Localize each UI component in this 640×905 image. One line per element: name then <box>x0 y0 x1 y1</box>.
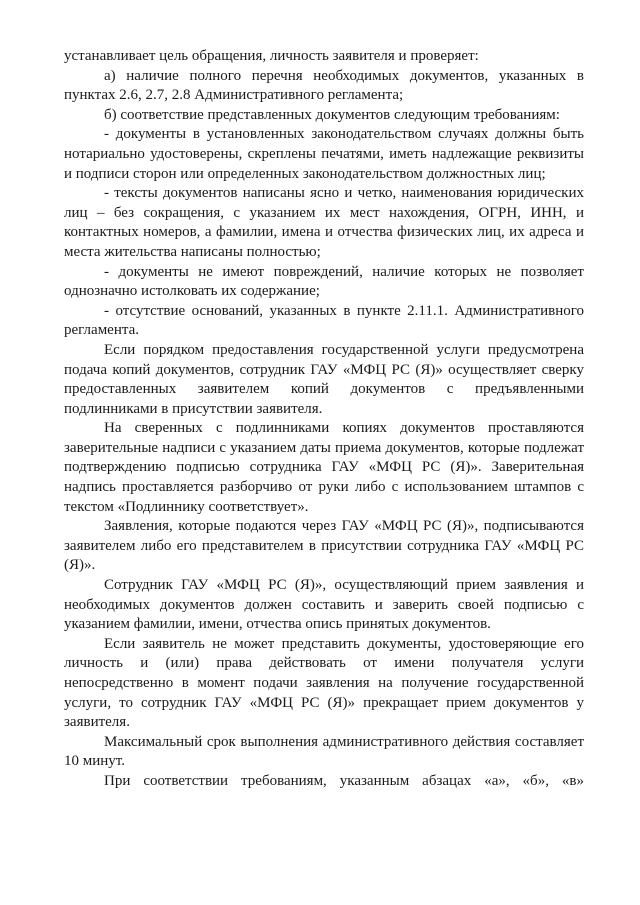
document-paragraph: Максимальный срок выполнения административного действия составляет 10 минут. <box>64 733 584 770</box>
document-paragraph: Заявления, которые подаются через ГАУ «МФЦ РС (Я)», подписываются заявителем либо его представителем в присутствии сотрудника ГАУ «МФЦ РС (Я)». <box>64 518 584 574</box>
document-paragraph: Если порядком предоставления государственной услуги предусмотрена подача копий документов, сотрудник ГАУ «МФЦ РС (Я)» осуществляет сверку предоставленных заявителем копий документов с предъявленными подлинниками в присутствии заявителя. <box>64 341 584 417</box>
document-paragraph: При соответствии требованиям, указанным абзацах «а», «б», «в» <box>104 772 584 789</box>
document-paragraph: б) соответствие представленных документов следующим требованиям: <box>104 106 560 123</box>
document-paragraph: На сверенных с подлинниками копиях документов проставляются заверительные надписи с указанием даты приема документов, которые подлежат подтверждению подписью сотрудника ГАУ «МФЦ РС (Я)». Заверительная надпись проставляется разборчиво от руки либо с использованием штампов с текстом «Подлиннику соответствует». <box>64 420 584 515</box>
document-paragraph: Если заявитель не может представить документы, удостоверяющие его личность и (или) права действовать от имени получателя услуги непосредственно в момент подачи заявления на получение государственной услуги, то сотрудник ГАУ «МФЦ РС (Я)» прекращает прием документов у заявителя. <box>64 635 584 731</box>
document-paragraph: Сотрудник ГАУ «МФЦ РС (Я)», осуществляющий прием заявления и необходимых документов должен составить и заверить своей подписью с указанием фамилии, имени, отчества опись принятых документов. <box>64 577 584 633</box>
document-paragraph: а) наличие полного перечня необходимых документов, указанных в пунктах 2.6, 2.7, 2.8 Административного регламента; <box>64 67 584 104</box>
document-paragraph: - документы не имеют повреждений, наличие которых не позволяет однозначно истолковать их содержание; <box>64 263 584 300</box>
document-paragraph: - документы в установленных законодательством случаях должны быть нотариально удостоверены, скреплены печатями, иметь надлежащие реквизиты и подписи сторон или определенных законодательством должностных лиц; <box>64 126 584 182</box>
document-paragraph: - отсутствие оснований, указанных в пункте 2.11.1. Административного регламента. <box>64 302 584 339</box>
document-paragraph: устанавливает цель обращения, личность заявителя и проверяет: <box>64 48 479 64</box>
document-paragraph: - тексты документов написаны ясно и четко, наименования юридических лиц – без сокращения, с указанием их мест нахождения, ОГРН, ИНН, и контактных номеров, а фамилии, имена и отчества физических лиц, их адреса и места жительства написаны полностью; <box>64 185 584 260</box>
document-body <box>64 47 584 792</box>
